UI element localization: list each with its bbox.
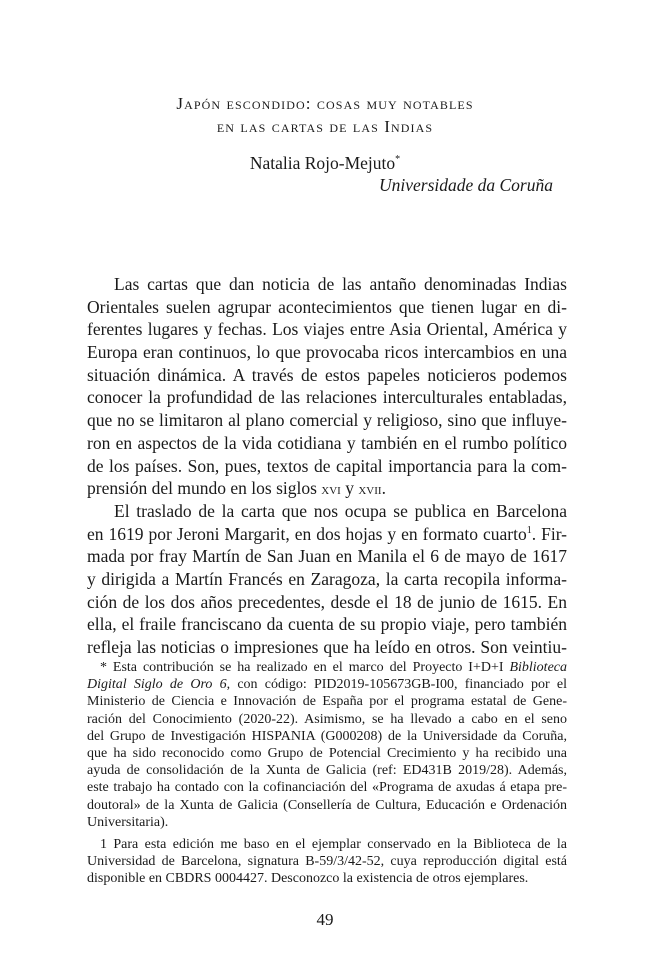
footnote-funding — [87, 659, 567, 831]
author-affiliation: Universidade da Coruña — [378, 175, 553, 195]
body-text: . Fir- — [531, 523, 567, 544]
body-line — [87, 523, 567, 546]
footnote-line: 1 Para esta edición me baso en el ejemplar conservado en la Biblioteca de la — [100, 837, 567, 852]
main-text — [87, 273, 567, 659]
footnote-reference[interactable]: 1 — [526, 524, 532, 536]
body-line: ella, el fraile franciscano da cuenta de su propio viaje, pero también — [87, 614, 567, 635]
footnote-line: del Grupo de Investigación HISPANIA (G000208) de la Universidade da Coruña, — [87, 728, 567, 744]
footnote-line: disponible en CBDRS 0004427. Desconozco la existencia de otros ejemplares. — [87, 871, 529, 887]
body-text: en 1619 por Jeroni Margarit, en dos hojas y en formato cuarto — [87, 523, 527, 544]
footnote-italic: Digital Siglo de Oro 6 — [87, 677, 227, 693]
body-line: ción de los dos años precedentes, desde el 18 de junio de 1615. En — [87, 591, 567, 612]
footnote-italic: Biblioteca — [509, 660, 567, 675]
body-line: y dirigida a Martín Francés en Zaragoza, la carta recopila informa- — [87, 568, 567, 589]
body-line: de los países. Son, pues, textos de capital importancia para la com- — [87, 455, 567, 476]
page-number: 49 — [316, 910, 334, 929]
body-line: que no se limitaron al plano comercial y religioso, sino que influye- — [87, 410, 567, 431]
chapter-title-line-2: en las cartas de las Indias — [216, 117, 434, 136]
body-line: refleja las noticias o impresiones que ha leído en otros. Son veintiu- — [87, 637, 567, 657]
footnote-line — [87, 676, 567, 693]
body-line: ferentes lugares y fechas. Los viajes entre Asia Oriental, América y — [87, 319, 567, 340]
footnote-text: , con código: PID2019-105673GB-I00, financiado por el — [226, 677, 567, 693]
body-line: conocer la profundidad de las relaciones interculturales entabladas, — [87, 387, 567, 408]
century-numeral: xvi — [321, 482, 341, 499]
footnote-line: que ha sido reconocido como Grupo de Potencial Crecimiento y ha recibido una — [87, 745, 567, 761]
footnote-text: * Esta contribución se ha realizado en el marco del Proyecto I+D+I — [100, 660, 510, 675]
body-line: ron en aspectos de la vida cotidiana y también en el rumbo político — [87, 432, 567, 453]
body-line: Europa eran continuos, lo que provocaba ricos intercambios en una — [87, 342, 567, 363]
chapter-title-line-1: Japón escondido: cosas muy notables — [176, 94, 474, 113]
author-name — [0, 152, 650, 174]
body-line: El traslado de la carta que nos ocupa se publica en Barcelona — [114, 500, 567, 521]
footnote-line: Universitaria). — [87, 814, 169, 830]
century-numeral: xvii — [358, 482, 382, 499]
footnote-1 — [87, 836, 567, 888]
body-line — [87, 477, 567, 500]
footnote-line: Ministerio de Ciencia e Innovación de España por el programa estatal de Gene- — [87, 694, 567, 710]
body-line: situación dinámica. A través de estos papeles noticieros podemos — [87, 364, 567, 385]
body-text: y — [340, 478, 359, 499]
footnote-line: doutoral» de la Xunta de Galicia (Consellería de Cultura, Educación e Ordenación — [87, 797, 567, 813]
author-footnote-mark[interactable]: * — [395, 154, 401, 166]
footnote-line — [87, 659, 567, 676]
body-line: Orientales suelen agrupar acontecimientos que tienen lugar en di- — [87, 296, 567, 317]
body-line: Las cartas que dan noticia de las antaño denominadas Indias — [114, 274, 567, 294]
body-text: . — [381, 478, 386, 499]
footnote-line: este trabajo ha contado con la cofinanciación del «Programa de axudas á etapa pre- — [87, 780, 567, 796]
body-line: mada por fray Martín de San Juan en Manila el 6 de mayo de 1617 — [87, 546, 567, 567]
body-text: prensión del mundo en los siglos — [87, 478, 322, 499]
footnote-line: ayuda de consolidación de la Xunta de Galicia (ref: ED431B 2019/28). Además, — [87, 763, 567, 779]
footnote-line: ración del Conocimiento (2020-22). Asimismo, se ha llevado a cabo en el seno — [87, 711, 567, 727]
author-text: Natalia Rojo-Mejuto — [249, 153, 396, 173]
footnote-line: Universidad de Barcelona, signatura B-59/3/42-52, cuya reproducción digital está — [87, 854, 567, 870]
